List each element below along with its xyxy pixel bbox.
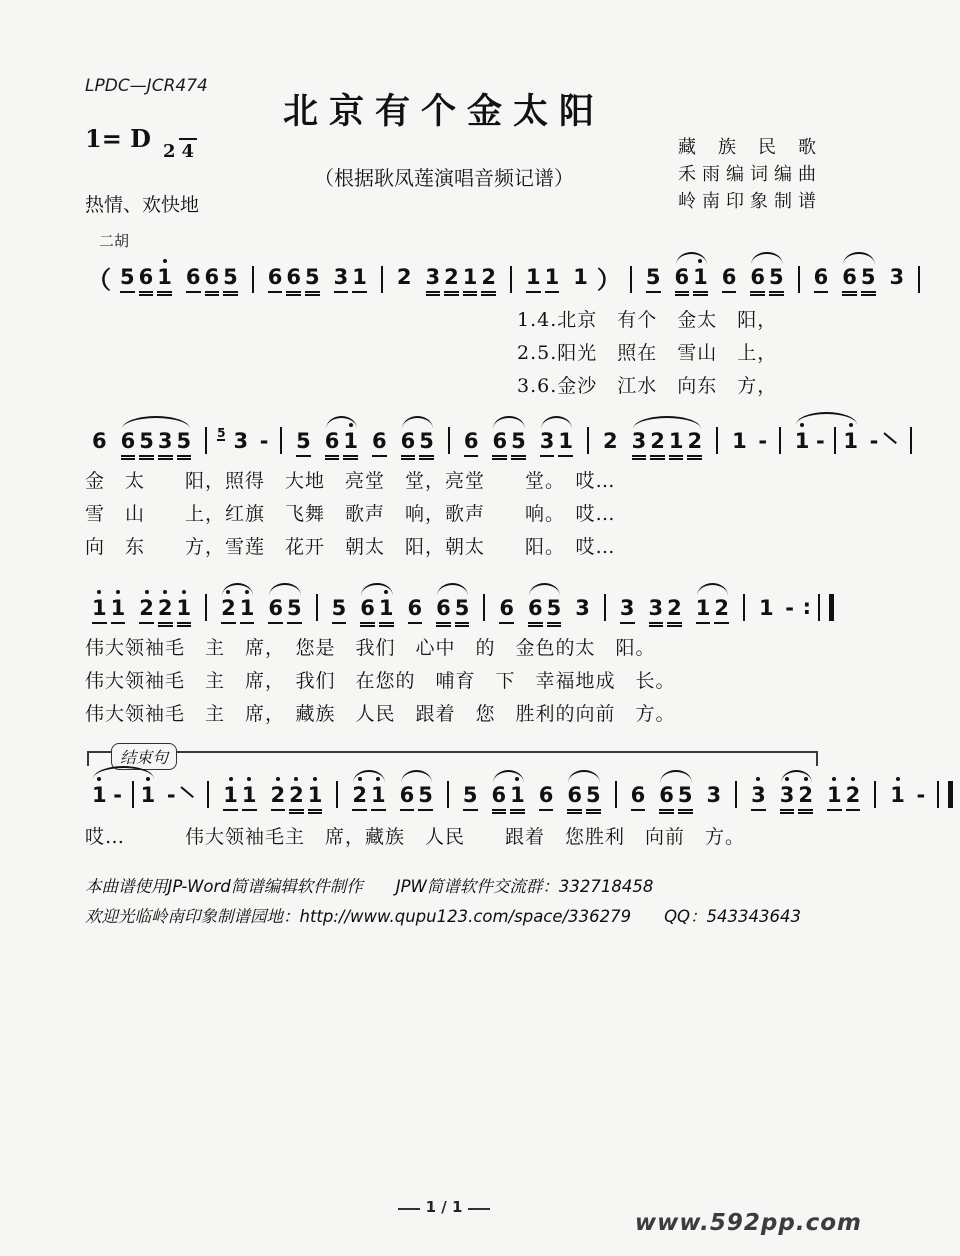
note-group: [90, 598, 127, 624]
note-group: [332, 267, 369, 293]
parenthesis: ）: [596, 266, 621, 294]
note: 5: [139, 431, 154, 457]
note: 6: [567, 785, 582, 811]
note: 1: [693, 267, 708, 293]
barline: [245, 268, 261, 292]
dash-note: -: [166, 783, 176, 807]
notation-line: [85, 578, 828, 632]
note: 6: [205, 267, 220, 293]
slur-group: [657, 785, 694, 811]
note: 3: [706, 783, 722, 807]
note: 6: [492, 785, 507, 811]
dash-note: -: [785, 596, 794, 620]
bar-stroke: [132, 781, 134, 808]
note: 6: [464, 431, 479, 457]
note: 1: [343, 431, 358, 457]
slur-group: [694, 598, 731, 624]
note-group: [118, 267, 174, 293]
note: 2: [798, 785, 813, 811]
note: 6: [186, 267, 201, 293]
note: 5: [586, 785, 601, 811]
note: 3: [334, 267, 349, 293]
note: 6: [372, 431, 387, 457]
note: 2: [667, 598, 682, 624]
slur-group: [399, 431, 436, 457]
note: 2: [158, 598, 173, 624]
note: 3: [632, 431, 647, 457]
barline: [503, 268, 519, 292]
note-group: [461, 785, 480, 811]
note: 6: [675, 267, 690, 293]
note-group: [888, 785, 907, 811]
slur-group: [630, 431, 705, 457]
note-group: [571, 267, 590, 293]
note: 6: [139, 267, 154, 293]
barline: [476, 596, 492, 620]
lyric-line: 金 太 阳，照得 大地 亮堂 堂，亮堂 堂。 哎…: [85, 470, 616, 492]
note-group: [629, 785, 648, 811]
note: 2: [650, 431, 665, 457]
bar-stroke: [874, 781, 876, 808]
bar-stroke: [205, 427, 207, 454]
lyric-line: 1.4.北京 有个 金太 阳，: [517, 309, 778, 331]
note: 1: [92, 785, 107, 811]
note: 6: [268, 267, 283, 293]
note-group: [537, 785, 556, 811]
note: 6: [92, 429, 107, 453]
note: 1: [379, 598, 394, 624]
slur-group: [840, 267, 877, 293]
note-group: [462, 431, 481, 457]
note: 6: [436, 598, 451, 624]
slur-group: [490, 431, 527, 457]
lyric-line: 哎… 伟大领袖毛主 席，藏族 人民 跟着 您胜利 向前 方。: [85, 826, 746, 848]
key-label: 1= D: [85, 124, 151, 153]
slur-group: [793, 427, 860, 457]
score: [85, 232, 926, 854]
note: 5: [305, 267, 320, 293]
slur-group: [350, 785, 387, 811]
ending-label: 结束句: [111, 743, 177, 770]
note-group: [888, 267, 907, 293]
note-group: [720, 267, 739, 293]
note-group: [757, 598, 776, 624]
bar-stroke: [735, 781, 737, 808]
barline: [608, 783, 624, 807]
note: 1: [827, 785, 842, 811]
note: 6: [325, 431, 340, 457]
note: 6: [499, 598, 514, 624]
grace-note: 5: [217, 426, 226, 440]
note: 6: [722, 267, 737, 293]
ending-bracket: [87, 751, 818, 766]
barline: [273, 429, 289, 453]
barline: [198, 429, 214, 453]
note: 2: [221, 598, 236, 624]
dash-note: -: [758, 429, 768, 453]
barline: [709, 429, 725, 453]
note: 5: [418, 785, 433, 811]
bar-stroke: [587, 427, 589, 454]
note: 1: [510, 785, 525, 811]
lyric-line: 伟大领袖毛 主 席， 我们 在您的 哺育 下 幸福地成 长。: [85, 670, 676, 692]
barline: [580, 429, 596, 453]
note: 2: [271, 785, 286, 811]
bar-stroke: [252, 266, 254, 293]
note: 5: [769, 267, 784, 293]
bar-stroke: [510, 266, 512, 293]
note: 2: [289, 785, 304, 811]
note-group: [266, 267, 322, 293]
note: 1: [545, 267, 560, 293]
note: 2: [139, 598, 154, 624]
bar-stroke: [615, 781, 617, 808]
note: 5: [223, 267, 238, 293]
slur-group: [323, 431, 360, 457]
lyric-line: 雪 山 上，红旗 飞舞 歌声 响，歌声 响。 哎…: [85, 503, 616, 525]
bar-stroke: [818, 594, 820, 621]
note: 1: [223, 785, 238, 811]
note: 1: [526, 267, 541, 293]
note: 1: [463, 267, 478, 293]
note-group: [395, 267, 414, 293]
bar-stroke: [280, 427, 282, 454]
note: 6: [286, 267, 301, 293]
note: 1: [795, 431, 810, 457]
note-group: [601, 431, 620, 457]
note: 6: [631, 785, 646, 811]
note-group: [137, 598, 193, 624]
bar-stroke: [207, 781, 209, 808]
lyric-line: 2.5.阳光 照在 雪山 上，: [517, 342, 778, 364]
bar-stroke: [448, 427, 450, 454]
score-line: [85, 411, 879, 564]
note: 1: [111, 598, 126, 624]
slur-group: [778, 785, 815, 811]
note: 1: [732, 429, 747, 453]
note: 1: [141, 785, 156, 811]
slur-group: [398, 785, 435, 811]
note: -: [816, 429, 825, 453]
note: 5: [511, 431, 526, 457]
slur-group: [526, 598, 563, 624]
notation-line: [85, 411, 879, 465]
slur-group: [490, 785, 527, 811]
note-group: [647, 598, 684, 624]
note: 3: [620, 598, 635, 624]
page-number: 1 / 1: [0, 1198, 888, 1216]
parenthesis: （: [87, 266, 111, 294]
barline: [829, 429, 841, 453]
note: 6: [842, 267, 857, 293]
note: 1: [352, 267, 367, 293]
note: 5: [455, 598, 470, 624]
time-signature: [160, 143, 197, 161]
note: -: [113, 783, 122, 807]
barline: [200, 783, 216, 807]
note: 5: [547, 598, 562, 624]
note: 1: [92, 598, 107, 624]
note: 5: [861, 267, 876, 293]
credit-engraver: 岭南印象制谱: [678, 191, 816, 212]
glissando-mark: [883, 432, 897, 444]
barline: [791, 268, 807, 292]
note: 1: [308, 785, 323, 811]
barline: [441, 429, 457, 453]
instrument-label: 二胡: [99, 232, 130, 250]
note: 5: [332, 598, 347, 624]
note-group: [406, 598, 425, 624]
bar-stroke: [779, 427, 781, 454]
slur-group: [434, 598, 471, 624]
note: 1: [759, 596, 774, 620]
barline: [728, 783, 744, 807]
barline: [736, 596, 752, 620]
watermark: www.592pp.com: [634, 1210, 862, 1236]
note: 3: [780, 785, 795, 811]
score-line: [85, 748, 926, 854]
barline: [772, 429, 788, 453]
note: 2: [481, 267, 496, 293]
note-group: [730, 431, 749, 457]
note: 6: [814, 267, 829, 293]
note: 1: [843, 431, 858, 457]
note: 1: [242, 785, 257, 811]
note-group: [90, 431, 109, 457]
note: 3: [540, 431, 555, 457]
note-group: [294, 431, 313, 457]
bar-stroke: [918, 266, 920, 293]
note: 6: [659, 785, 674, 811]
credits-block: [678, 134, 816, 215]
note-group: [370, 431, 389, 457]
page-number-rule-left: [398, 1208, 420, 1210]
note-group: [812, 267, 831, 293]
bar-stroke: [937, 781, 939, 808]
barline: [374, 268, 390, 292]
note: 6: [268, 598, 283, 624]
barline: [623, 268, 639, 292]
note: 1: [177, 598, 192, 624]
page-title: 北京有个金太阳: [282, 91, 605, 132]
bar-stroke: [834, 427, 836, 454]
time-numerator: 2: [162, 141, 176, 162]
note: 1: [890, 785, 905, 811]
note: 1: [669, 431, 684, 457]
slur-group: [219, 598, 256, 624]
bar-stroke: [910, 427, 912, 454]
note: 6: [401, 431, 416, 457]
note-group: [618, 598, 637, 624]
dash-note: -: [259, 429, 269, 453]
glissando-mark: [181, 786, 195, 798]
note: 5: [287, 598, 302, 624]
barline: [309, 596, 325, 620]
footer-line-website: 欢迎光临岭南印象制谱园地：http://www.qupu123.com/space/336279 QQ：543343643: [85, 907, 802, 926]
note: 5: [463, 785, 478, 811]
note: 3: [233, 429, 249, 453]
note: 1: [573, 265, 588, 289]
dash-note: -: [916, 783, 926, 807]
note: 5: [678, 785, 693, 811]
note: 2: [396, 265, 412, 289]
lyric-line: 向 东 方，雪莲 花开 朝太 阳，朝太 阳。 哎…: [85, 536, 616, 558]
note: 6: [400, 785, 415, 811]
note-group: [644, 267, 663, 293]
note: 1: [696, 598, 711, 624]
slur-group: [358, 598, 395, 624]
lyric-line: 伟大领袖毛 主 席， 藏族 人民 跟着 您 胜利的向前 方。: [85, 703, 676, 725]
note: 5: [646, 267, 661, 293]
subtitle: （根据耿凤莲演唱音频记谱）: [314, 166, 574, 190]
bar-stroke: [447, 781, 449, 808]
bar-stroke-thick: [829, 594, 834, 621]
bar-stroke: [483, 594, 485, 621]
page-number-rule-right: [468, 1208, 490, 1210]
note-group: [330, 598, 349, 624]
barline: [597, 596, 613, 620]
note-group: [825, 785, 862, 811]
note: 2: [444, 267, 459, 293]
repeat-barline: [799, 596, 841, 620]
note: 5: [177, 431, 192, 457]
bar-stroke: [381, 266, 383, 293]
footer-line-software: 本曲谱使用JP-Word简谱编辑软件制作 JPW简谱软件交流群：332718458: [85, 877, 654, 896]
time-denominator: 4: [179, 138, 198, 162]
bar-stroke: [336, 781, 338, 808]
note-group: [221, 785, 258, 811]
key-time-signature: [85, 124, 197, 161]
note: 6: [360, 598, 375, 624]
note-group: [231, 431, 250, 457]
note-group: [749, 785, 768, 811]
note: 5: [120, 267, 135, 293]
bar-stroke: [630, 266, 632, 293]
note: 1: [240, 598, 255, 624]
note: 1: [558, 431, 573, 457]
note-group: [573, 598, 592, 624]
notation-line: [85, 250, 905, 304]
note: 3: [649, 598, 664, 624]
footer-notes: [85, 872, 828, 932]
note-group: [184, 267, 240, 293]
barline: [440, 783, 456, 807]
note: 3: [575, 596, 590, 620]
dash-note: -: [869, 429, 879, 453]
barline: [329, 783, 345, 807]
barline: [867, 783, 883, 807]
note: 1: [157, 267, 172, 293]
slur-group: [565, 785, 602, 811]
final-barline: [930, 783, 960, 807]
note: 3: [158, 431, 173, 457]
note: 3: [889, 265, 905, 289]
credit-arranger: 禾雨编词编曲: [678, 164, 816, 185]
note-group: [424, 267, 499, 293]
bar-stroke: [604, 594, 606, 621]
slur-group: [538, 431, 575, 457]
bar-stroke: [798, 266, 800, 293]
score-line: [85, 232, 905, 403]
slur-group: [266, 598, 303, 624]
note: 6: [750, 267, 765, 293]
credit-origin: 藏族民歌: [678, 137, 816, 158]
catalog-number: LPDC—JCR474: [85, 76, 208, 96]
note: 2: [352, 785, 367, 811]
score-line: [85, 578, 828, 731]
note-group: [497, 598, 516, 624]
note: 2: [846, 785, 861, 811]
bar-stroke: [743, 594, 745, 621]
slur-group: [748, 267, 785, 293]
sheet-header: [0, 0, 888, 232]
tempo-marking: 热情、欢快地: [85, 194, 200, 216]
note: 1: [371, 785, 386, 811]
note-group: [269, 785, 325, 811]
note: 5: [296, 431, 311, 457]
note: 6: [539, 785, 554, 811]
note-group: [524, 267, 561, 293]
note: 3: [426, 267, 441, 293]
note-group: [705, 785, 724, 811]
lyric-line: 3.6.金沙 江水 向东 方，: [517, 375, 778, 397]
bar-stroke: [316, 594, 318, 621]
barline: [198, 596, 214, 620]
note: 6: [408, 598, 423, 624]
note: 3: [751, 785, 766, 811]
lyric-line: 伟大领袖毛 主 席， 您是 我们 心中 的 金色的太 阳。: [85, 637, 656, 659]
note: 6: [528, 598, 543, 624]
slur-group: [119, 431, 194, 457]
barline: [127, 783, 139, 807]
note: 5: [419, 431, 434, 457]
barline: [911, 268, 927, 292]
note: 2: [714, 598, 729, 624]
bar-stroke: [716, 427, 718, 454]
bar-stroke-thick: [948, 781, 953, 808]
slur-group: [673, 267, 710, 293]
note: 2: [687, 431, 702, 457]
note: 6: [121, 431, 136, 457]
note: 6: [492, 431, 507, 457]
repeat-dots: :: [802, 595, 812, 619]
slur-group: [90, 781, 157, 811]
barline: [903, 429, 919, 453]
bar-stroke: [205, 594, 207, 621]
note: 2: [602, 429, 618, 453]
